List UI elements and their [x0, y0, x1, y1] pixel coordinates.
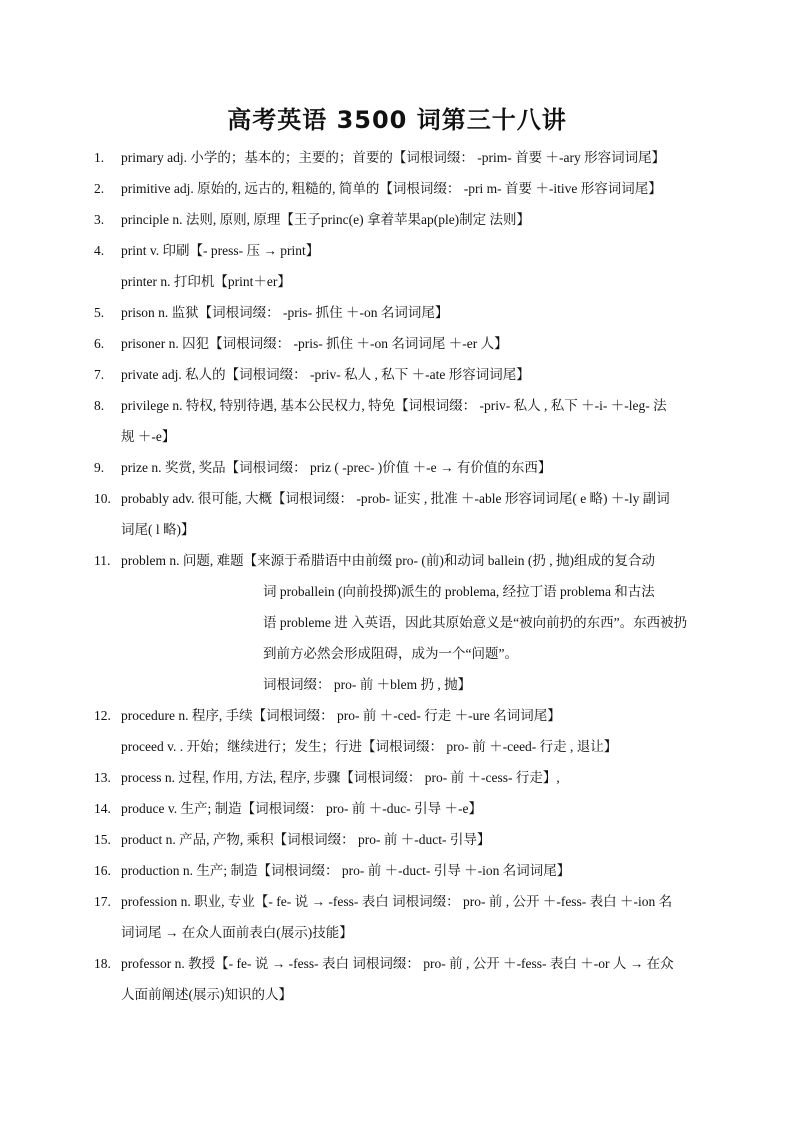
vocab-entry	[0, 886, 794, 948]
entry-text: professor n. 教授【- fe- 说 → -fess- 表白 词根词缀： pro- 前 , 公开 ＋-fess- 表白 ＋-or 人 → 在众	[121, 956, 674, 971]
vocab-entry	[0, 297, 794, 328]
entry-text: profession n. 职业, 专业【- fe- 说 → -fess- 表白 词根词缀： pro- 前 , 公开 ＋-fess- 表白 ＋-ion 名	[121, 894, 673, 909]
vocab-entry	[0, 824, 794, 855]
entry-number: 5.	[94, 305, 105, 320]
vocab-entry	[0, 793, 794, 824]
vocab-entry	[0, 235, 794, 266]
entry-number: 3.	[94, 212, 105, 227]
vocab-entry	[0, 452, 794, 483]
vocab-entry	[0, 142, 794, 173]
entry-number: 15.	[94, 832, 111, 847]
vocab-entry	[0, 855, 794, 886]
entry-number: 6.	[94, 336, 105, 351]
entry-number: 2.	[94, 181, 105, 196]
vocab-entry	[0, 700, 794, 731]
entry-etymology-line: 词根词缀： pro- 前 ＋blem 扔 , 抛】	[263, 677, 472, 692]
vocab-entry	[0, 948, 794, 1010]
entry-etymology-line: 语 probleme 进 入英语，因此其原始意义是“被向前扔的东西”。东西被扔	[263, 615, 688, 630]
entry-text: primitive adj. 原始的, 远古的, 粗糙的, 简单的【词根词缀： -pri m- 首要 ＋-itive 形容词词尾】	[121, 181, 662, 196]
vocabulary-list	[0, 142, 794, 1010]
entry-text: probably adv. 很可能, 大概【词根词缀： -prob- 证实 , 批准 ＋-able 形容词词尾( e 略) ＋-ly 副词	[121, 491, 670, 506]
entry-number: 10.	[94, 491, 111, 506]
entry-text: procedure n. 程序, 手续【词根词缀： pro- 前 ＋-ced- 行走 ＋-ure 名词词尾】	[121, 708, 561, 723]
entry-text-continued: 人面前阐述(展示)知识的人】	[121, 987, 292, 1002]
vocab-entry	[0, 359, 794, 390]
entry-text: principle n. 法则, 原则, 原理【王子princ(e) 拿着苹果ap(ple)制定 法则】	[121, 212, 531, 227]
entry-text: print v. 印刷【- press- 压 → print】	[121, 243, 320, 258]
entry-number: 7.	[94, 367, 105, 382]
entry-number: 9.	[94, 460, 105, 475]
vocab-entry	[0, 266, 794, 297]
entry-number: 13.	[94, 770, 111, 785]
entry-subword: proceed v. . 开始；继续进行；发生；行进【词根词缀： pro- 前 ＋-ceed- 行走 , 退让】	[121, 739, 618, 754]
entry-text-continued: 词词尾 → 在众人面前表白(展示)技能】	[121, 925, 353, 940]
entry-subword: printer n. 打印机【print＋er】	[121, 274, 291, 289]
entry-text: prisoner n. 囚犯【词根词缀： -pris- 抓住 ＋-on 名词词尾 ＋-er 人】	[121, 336, 508, 351]
entry-number: 12.	[94, 708, 111, 723]
vocab-entry	[0, 545, 794, 700]
entry-number: 18.	[94, 956, 111, 971]
entry-number: 11.	[94, 553, 111, 568]
vocab-entry	[0, 204, 794, 235]
entry-text: private adj. 私人的【词根词缀： -priv- 私人 , 私下 ＋-ate 形容词词尾】	[121, 367, 530, 382]
vocab-entry	[0, 762, 794, 793]
entry-text: privilege n. 特权, 特别待遇, 基本公民权力, 特免【词根词缀： -priv- 私人 , 私下 ＋-i- ＋-leg- 法	[121, 398, 667, 413]
entry-text: production n. 生产; 制造【词根词缀： pro- 前 ＋-duct- 引导 ＋-ion 名词词尾】	[121, 863, 571, 878]
vocab-entry	[0, 328, 794, 359]
entry-text: problem n. 问题, 难题【来源于希腊语中由前缀 pro- (前)和动词 ballein (扔 , 抛)组成的复合动	[121, 553, 655, 568]
entry-etymology-line: 到前方必然会形成阻碍，成为一个“问题”。	[263, 646, 518, 661]
entry-number: 16.	[94, 863, 111, 878]
entry-text: prize n. 奖赏, 奖品【词根词缀： priz ( -prec- )价值 ＋-e → 有价值的东西】	[121, 460, 552, 475]
entry-text: primary adj. 小学的；基本的；主要的；首要的【词根词缀： -prim- 首要 ＋-ary 形容词词尾】	[121, 150, 666, 165]
entry-number: 4.	[94, 243, 105, 258]
entry-number: 1.	[94, 150, 105, 165]
entry-number: 14.	[94, 801, 111, 816]
entry-text: prison n. 监狱【词根词缀： -pris- 抓住 ＋-on 名词词尾】	[121, 305, 449, 320]
vocab-entry	[0, 483, 794, 545]
vocab-entry	[0, 173, 794, 204]
page-title: 高考英语 3500 词第三十八讲	[227, 106, 567, 134]
entry-text: produce v. 生产; 制造【词根词缀： pro- 前 ＋-duc- 引导 ＋-e】	[121, 801, 482, 816]
entry-text-continued: 词尾( l 略)】	[121, 522, 195, 537]
entry-number: 8.	[94, 398, 105, 413]
vocab-entry	[0, 731, 794, 762]
entry-text: process n. 过程, 作用, 方法, 程序, 步骤【词根词缀： pro- 前 ＋-cess- 行走】,	[121, 770, 560, 785]
vocab-entry	[0, 390, 794, 452]
entry-number: 17.	[94, 894, 111, 909]
entry-text-continued: 规 ＋-e】	[121, 429, 176, 444]
entry-text: product n. 产品, 产物, 乘积【词根词缀： pro- 前 ＋-duct- 引导】	[121, 832, 491, 847]
entry-etymology-line: 词 proballein (向前投掷)派生的 problema, 经拉丁语 problema 和古法	[263, 584, 655, 599]
